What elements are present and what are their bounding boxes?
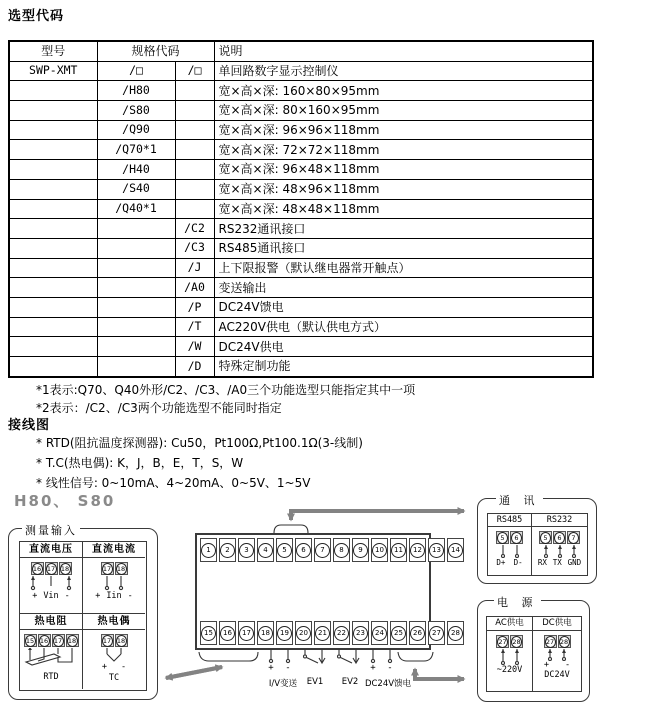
- terminal: [115, 634, 128, 647]
- cell-model: [9, 140, 97, 160]
- ac-voltage-label: ~220V: [496, 665, 523, 675]
- dc-current-leads-icon: [94, 576, 134, 591]
- table-header-row: [9, 41, 593, 61]
- table-row: [9, 219, 593, 239]
- cell-spec2: /W: [175, 337, 214, 357]
- table-row: [9, 258, 593, 278]
- table-row: [9, 160, 593, 180]
- terminal-number: 20: [296, 626, 311, 641]
- output-leads-icon: [269, 649, 391, 663]
- cell-desc: 上下限报警（默认继电器常开触点）: [214, 258, 593, 278]
- terminal: [52, 634, 65, 647]
- terminal: [101, 562, 114, 575]
- ev2-label: EV2: [341, 677, 359, 687]
- cell-spec1: /Q90: [97, 120, 175, 140]
- cell-spec1: /Q40*1: [97, 199, 175, 219]
- power-box: [477, 600, 590, 702]
- ac-power-header: AC供电: [487, 617, 532, 631]
- ev1-label: EV1: [306, 677, 324, 687]
- dc-current-label: Iin: [106, 591, 122, 601]
- table-row: [9, 140, 593, 160]
- table-row: [9, 357, 593, 377]
- cell-model: [9, 337, 97, 357]
- cell-spec1: /H80: [97, 81, 175, 101]
- cell-spec2: /D: [175, 357, 214, 377]
- rs232-terminals: [539, 531, 580, 544]
- terminal: [59, 562, 72, 575]
- dc-voltage-label: Vin: [43, 591, 59, 601]
- terminal-number: 15: [201, 626, 216, 641]
- terminal-number: 24: [372, 626, 387, 641]
- bottom-terminal-strip: [199, 621, 460, 645]
- cell-spec1: [97, 258, 175, 278]
- terminal-number: 18: [60, 564, 70, 573]
- polarity-sign: +: [543, 660, 549, 670]
- cell-desc: 宽×高×深: 72×72×118mm: [214, 140, 593, 160]
- terminal: [314, 621, 331, 645]
- cell-model: [9, 357, 97, 377]
- terminal: [496, 635, 509, 648]
- power-box-title: 电 源: [494, 594, 541, 610]
- dc-voltage-header: 直流电压: [20, 542, 82, 558]
- rtd-label: RTD: [43, 672, 59, 682]
- terminal-number: 18: [116, 564, 126, 573]
- terminal: [558, 635, 571, 648]
- terminal-number: 1: [201, 543, 216, 558]
- dc-power-header: DC供电: [533, 617, 581, 631]
- terminal: [238, 538, 255, 562]
- terminal-number: 27: [545, 637, 555, 646]
- terminal-number: 19: [277, 626, 292, 641]
- cell-model: [9, 81, 97, 101]
- terminal: [539, 531, 552, 544]
- rs485-leads-icon: [493, 545, 527, 558]
- terminal: [390, 621, 407, 645]
- cell-model: [9, 278, 97, 298]
- polarity-sign: -: [64, 591, 70, 601]
- dc-terminals: [544, 635, 571, 648]
- section-title-selection: 选型代码: [8, 9, 65, 24]
- terminal: [496, 531, 509, 544]
- measure-bracket: [199, 652, 258, 661]
- terminal: [295, 538, 312, 562]
- tc-terminals: [83, 634, 145, 647]
- terminal-number: 6: [296, 543, 311, 558]
- terminal-number: 6: [511, 532, 522, 544]
- terminal: [200, 621, 217, 645]
- terminal: [428, 621, 445, 645]
- dc-current-cell: [83, 542, 145, 614]
- terminal-number: 17: [102, 636, 112, 645]
- table-row: [9, 337, 593, 357]
- polarity-sign: -: [127, 591, 133, 601]
- terminal: [314, 538, 331, 562]
- terminal-number: 6: [554, 532, 565, 544]
- ac-power-section: [487, 617, 533, 691]
- cell-spec2: [175, 179, 214, 199]
- cell-spec1: [97, 297, 175, 317]
- terminal-number: 11: [391, 543, 406, 558]
- dc-current-header: 直流电流: [83, 542, 145, 558]
- dc-current-terminals: [83, 562, 145, 575]
- cell-desc: 宽×高×深: 48×48×118mm: [214, 199, 593, 219]
- top-terminal-strip: [199, 538, 460, 562]
- terminal: [447, 621, 464, 645]
- terminal: [31, 562, 44, 575]
- cell-desc: 宽×高×深: 80×160×95mm: [214, 101, 593, 121]
- cell-model: [9, 297, 97, 317]
- terminal: [428, 538, 445, 562]
- cell-spec2: [175, 120, 214, 140]
- rtd-cell: [20, 614, 83, 689]
- cell-spec2: /C2: [175, 219, 214, 239]
- cell-desc: 宽×高×深: 160×80×95mm: [214, 81, 593, 101]
- rtd-terminals: [20, 634, 82, 647]
- cell-spec2: [175, 81, 214, 101]
- table-row: [9, 317, 593, 337]
- dc-voltage-terminals: [20, 562, 82, 575]
- terminal: [352, 538, 369, 562]
- polarity-sign: -: [121, 662, 127, 672]
- rtd-symbol-icon: [22, 648, 80, 670]
- terminal: [24, 634, 37, 647]
- comm-box-title: 通 讯: [496, 492, 543, 508]
- terminal-number: 3: [239, 543, 254, 558]
- cell-spec2: /T: [175, 317, 214, 337]
- dc24v-feed-label: DC24V馈电: [364, 679, 412, 689]
- cell-model: [9, 238, 97, 258]
- ev1-contact-icon: [304, 649, 326, 663]
- polarity-sign: +: [370, 663, 376, 673]
- cell-model: [9, 258, 97, 278]
- rs485-header: RS485: [488, 514, 531, 527]
- bullet-linear: * 线性信号: 0~10mA、4~20mA、0~5V、1~5V: [36, 476, 311, 490]
- ev2-contact-icon: [338, 649, 360, 663]
- terminal-number: 28: [448, 626, 463, 641]
- cell-desc: AC220V供电（默认供电方式）: [214, 317, 593, 337]
- terminal: [553, 531, 566, 544]
- terminal: [544, 635, 557, 648]
- terminal-number: 18: [258, 626, 273, 641]
- table-row: [9, 278, 593, 298]
- terminal: [567, 531, 580, 544]
- polarity-sign: +: [268, 663, 274, 673]
- bullet-rtd: * RTD(阻抗温度探测器): Cu50，Pt100Ω,Pt100.1Ω(3-线制): [36, 436, 363, 450]
- cell-desc: 变送输出: [214, 278, 593, 298]
- cell-spec2: /P: [175, 297, 214, 317]
- rs232-label: TX: [552, 558, 562, 567]
- col-header-model: 型号: [9, 41, 97, 61]
- comm-inner: [487, 513, 588, 576]
- table-row: [9, 238, 593, 258]
- cell-spec2: [175, 199, 214, 219]
- table-row: [9, 120, 593, 140]
- cell-spec1: /S40: [97, 179, 175, 199]
- ac-terminals: [496, 635, 523, 648]
- tc-label: TC: [108, 673, 120, 683]
- cell-spec1: [97, 238, 175, 258]
- terminal-number: 17: [102, 564, 112, 573]
- cell-spec1: [97, 337, 175, 357]
- terminal: [219, 621, 236, 645]
- terminal-number: 12: [410, 543, 425, 558]
- terminal-number: 7: [568, 532, 579, 544]
- terminal-number: 5: [540, 532, 551, 544]
- table-row: [9, 101, 593, 121]
- note-2: *2表示：/C2、/C3两个功能选型不能同时指定: [36, 401, 282, 415]
- terminal-number: 9: [353, 543, 368, 558]
- terminal-number: 21: [315, 626, 330, 641]
- terminal-number: 7: [315, 543, 330, 558]
- cell-spec2: /A0: [175, 278, 214, 298]
- terminal: [45, 562, 58, 575]
- cell-desc: RS232通讯接口: [214, 219, 593, 239]
- rtd-header: 热电阻: [20, 614, 82, 630]
- terminal: [371, 538, 388, 562]
- terminal-number: 5: [497, 532, 508, 544]
- cell-spec2: [175, 140, 214, 160]
- polarity-sign: +: [101, 662, 107, 672]
- terminal: [390, 538, 407, 562]
- terminal-number: 10: [372, 543, 387, 558]
- dc-voltage-cell: [20, 542, 83, 614]
- measure-input-box: [8, 528, 158, 700]
- terminal: [200, 538, 217, 562]
- cell-spec1: [97, 219, 175, 239]
- diagram-model-heading: H80、 S80: [14, 492, 116, 510]
- cell-spec1: /Q70*1: [97, 140, 175, 160]
- tc-cell: [83, 614, 145, 689]
- power-arrow-icon: [413, 669, 464, 681]
- terminal: [409, 538, 426, 562]
- cell-model: [9, 179, 97, 199]
- terminal-number: 4: [258, 543, 273, 558]
- cell-spec1: /S80: [97, 101, 175, 121]
- power-bracket: [398, 652, 433, 661]
- polarity-sign: -: [565, 660, 571, 670]
- rs232-section: [532, 514, 587, 575]
- bullet-tc: * T.C(热电偶): K，J，B，E，T，S，W: [36, 456, 244, 470]
- terminal: [447, 538, 464, 562]
- terminal-number: 15: [25, 636, 35, 645]
- terminal-number: 22: [334, 626, 349, 641]
- cell-spec1: [97, 317, 175, 337]
- terminal-number: 28: [559, 637, 569, 646]
- terminal-number: 23: [353, 626, 368, 641]
- polarity-sign: +: [95, 591, 101, 601]
- dc-voltage-leads-icon: [24, 576, 78, 591]
- terminal-number: 14: [448, 543, 463, 558]
- cell-model: [9, 199, 97, 219]
- terminal-number: 5: [277, 543, 292, 558]
- cell-spec2: /C3: [175, 238, 214, 258]
- polarity-sign: +: [32, 591, 38, 601]
- terminal: [115, 562, 128, 575]
- note-1: *1表示:Q70、Q40外形/C2、/C3、/A0三个功能选型只能指定其中一项: [36, 383, 416, 397]
- cell-desc: 单回路数字显示控制仪: [214, 61, 593, 81]
- terminal-number: 16: [39, 636, 49, 645]
- comm-box: [477, 498, 597, 584]
- table-row: [9, 199, 593, 219]
- rs485-section: [488, 514, 532, 575]
- terminal-number: 17: [46, 564, 56, 573]
- cell-desc: 宽×高×深: 96×96×118mm: [214, 120, 593, 140]
- terminal-number: 16: [220, 626, 235, 641]
- dc-voltage-value-label: DC24V: [544, 670, 570, 680]
- table-row: [9, 297, 593, 317]
- terminal: [333, 621, 350, 645]
- terminal-number: 27: [498, 637, 507, 646]
- measure-grid: [19, 541, 147, 691]
- table-row: [9, 61, 593, 81]
- comm-bracket: [274, 525, 308, 533]
- cell-desc: DC24V供电: [214, 337, 593, 357]
- measure-box-title: 测量输入: [22, 522, 80, 538]
- cell-desc: 宽×高×深: 48×96×118mm: [214, 179, 593, 199]
- cell-model: [9, 160, 97, 180]
- rs232-label: RX: [537, 558, 547, 567]
- terminal: [276, 538, 293, 562]
- terminal-number: 17: [53, 636, 63, 645]
- terminal: [66, 634, 79, 647]
- terminal: [238, 621, 255, 645]
- terminal: [352, 621, 369, 645]
- terminal-number: 18: [116, 636, 126, 645]
- terminal-number: 16: [32, 564, 42, 573]
- rs485-terminals: [496, 531, 523, 544]
- terminal: [510, 531, 523, 544]
- terminal-number: 8: [334, 543, 349, 558]
- terminal: [510, 635, 523, 648]
- power-inner: [486, 616, 582, 692]
- terminal: [409, 621, 426, 645]
- tc-header: 热电偶: [83, 614, 145, 630]
- terminal-number: 13: [429, 543, 444, 558]
- cell-spec1: [97, 357, 175, 377]
- col-header-spec: 规格代码: [97, 41, 214, 61]
- terminal: [257, 538, 274, 562]
- rs485-label: D-: [513, 558, 523, 567]
- cell-desc: 宽×高×深: 96×48×118mm: [214, 160, 593, 180]
- terminal-number: 18: [67, 636, 77, 645]
- cell-spec2: [175, 160, 214, 180]
- terminal: [257, 621, 274, 645]
- cell-spec2: /□: [175, 61, 214, 81]
- cell-model: [9, 120, 97, 140]
- terminal-number: 25: [391, 626, 406, 641]
- measure-arrow-icon: [166, 667, 222, 678]
- rs485-label: D+: [496, 558, 506, 567]
- terminal-number: 27: [429, 626, 444, 641]
- cell-model: [9, 219, 97, 239]
- selection-code-table: [8, 40, 594, 378]
- terminal-number: 26: [410, 626, 425, 641]
- cell-desc: DC24V馈电: [214, 297, 593, 317]
- dc-power-section: [533, 617, 581, 691]
- terminal: [276, 621, 293, 645]
- comm-arrow-icon: [291, 511, 464, 520]
- cell-spec1: [97, 278, 175, 298]
- terminal: [371, 621, 388, 645]
- ac-label-row: [497, 665, 523, 675]
- cell-model: [9, 317, 97, 337]
- terminal-block: [195, 533, 460, 650]
- iv-output-label: I/V变送: [268, 679, 298, 689]
- cell-model: [9, 101, 97, 121]
- terminal-number: 2: [220, 543, 235, 558]
- terminal: [101, 634, 114, 647]
- table-row: [9, 179, 593, 199]
- terminal-number: 28: [512, 637, 521, 646]
- cell-spec2: /J: [175, 258, 214, 278]
- cell-desc: 特殊定制功能: [214, 357, 593, 377]
- terminal: [219, 538, 236, 562]
- cell-spec1: /□: [97, 61, 175, 81]
- terminal: [38, 634, 51, 647]
- terminal-number: 17: [239, 626, 254, 641]
- section-title-wiring: 接线图: [8, 418, 51, 433]
- polarity-sign: -: [285, 663, 291, 673]
- rs232-label: GND: [567, 558, 582, 567]
- rs232-leads-icon: [536, 545, 584, 558]
- cell-desc: RS485通讯接口: [214, 238, 593, 258]
- rs232-header: RS232: [532, 514, 587, 527]
- terminal: [295, 621, 312, 645]
- terminal: [333, 538, 350, 562]
- polarity-sign: -: [387, 663, 393, 673]
- wiring-diagram: [0, 490, 670, 709]
- ac-leads-icon: [493, 649, 527, 665]
- cell-model: SWP-XMT: [9, 61, 97, 81]
- cell-spec2: [175, 101, 214, 121]
- col-header-desc: 说明: [214, 41, 593, 61]
- table-row: [9, 81, 593, 101]
- cell-spec1: /H40: [97, 160, 175, 180]
